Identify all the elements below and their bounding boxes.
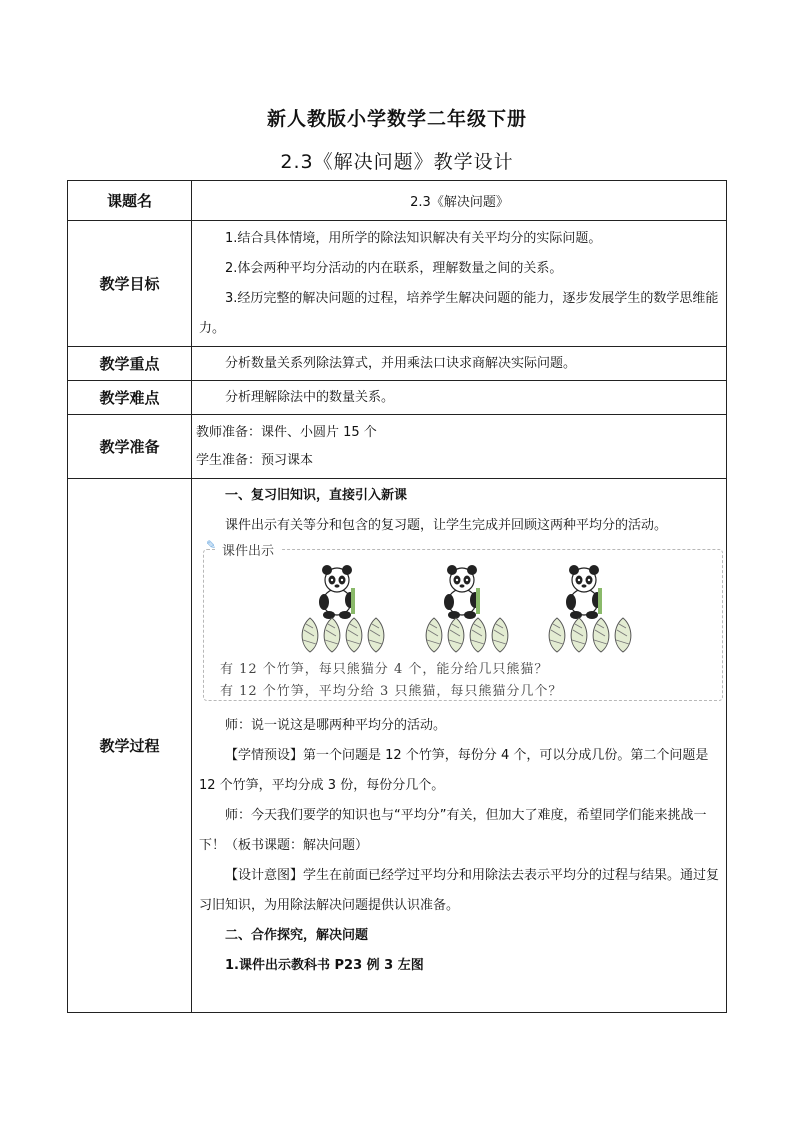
courseware-illustration (203, 538, 723, 701)
value-process (192, 479, 727, 1013)
key-points-text: 分析数量关系列除法算式，并用乘法口诀求商解决实际问题。 (225, 355, 577, 371)
row-goals (68, 221, 727, 347)
label-difficulties: 教学难点 (68, 381, 192, 415)
value-course-name: 2.3《解决问题》 (192, 181, 727, 221)
section2-item-1: 1.课件出示教科书 P23 例 3 左图 (225, 958, 424, 973)
pencil-icon: ✎ (206, 538, 217, 552)
value-goals (192, 221, 727, 347)
row-difficulties (68, 381, 727, 415)
teacher-question-2: 师：今天我们要学的知识也与“平均分”有关，但加大了难度，希望同学们能来挑战一下！（板书课题：解决问题） (199, 808, 707, 853)
panda-group-3 (549, 565, 631, 652)
design-intent: 【设计意图】学生在前面已经学过平均分和用除法去表示平均分的过程与结果。通过复习旧知识，为用除法解决问题提供认识准备。 (199, 868, 720, 913)
lesson-plan-table (67, 180, 727, 1013)
label-process: 教学过程 (68, 479, 192, 1013)
row-preparation (68, 415, 727, 479)
courseware-question-1: 有 12 个竹笋，每只熊猫分 4 个，能分给几只熊猫？ (220, 662, 549, 677)
courseware-question-2: 有 12 个竹笋，平均分给 3 只熊猫，每只熊猫分几个？ (220, 684, 563, 699)
courseware-title: 课件出示 (216, 540, 280, 559)
row-key-points (68, 347, 727, 381)
section1-intro: 课件出示有关等分和包含的复习题，让学生完成并回顾这两种平均分的活动。 (225, 518, 668, 533)
panda-bamboo-illustration (204, 560, 722, 660)
value-difficulties (192, 381, 727, 415)
section2-heading: 二、合作探究，解决问题 (225, 928, 369, 943)
teacher-question-1: 师：说一说这是哪两种平均分的活动。 (225, 718, 447, 733)
label-goals: 教学目标 (68, 221, 192, 347)
panda-group-1 (302, 565, 384, 652)
label-course-name: 课题名 (68, 181, 192, 221)
learning-preset: 【学情预设】第一个问题是 12 个竹笋，每份分 4 个，可以分成几份。第二个问题是 12 个竹笋，平均分成 3 份，每份分几个。 (199, 748, 709, 793)
value-key-points (192, 347, 727, 381)
goal-item-2: 2.体会两种平均分活动的内在联系，理解数量之间的关系。 (225, 260, 563, 276)
goal-item-3: 3.经历完整的解决问题的过程，培养学生解决问题的能力，逐步发展学生的数学思维能力。 (199, 290, 719, 336)
student-preparation: 学生准备：预习课本 (196, 452, 314, 468)
panda-group-2 (426, 565, 508, 652)
document-subtitle: 2.3《解决问题》教学设计 (280, 151, 514, 173)
goal-item-1: 1.结合具体情境，用所学的除法知识解决有关平均分的实际问题。 (225, 230, 602, 246)
teacher-preparation: 教师准备：课件、小圆片 15 个 (196, 424, 377, 440)
document-title: 新人教版小学数学二年级下册 (266, 108, 527, 130)
difficulties-text: 分析理解除法中的数量关系。 (225, 389, 395, 405)
row-course-name (68, 181, 727, 221)
label-preparation: 教学准备 (68, 415, 192, 479)
value-preparation (192, 415, 727, 479)
section1-heading: 一、复习旧知识，直接引入新课 (225, 488, 408, 503)
label-key-points: 教学重点 (68, 347, 192, 381)
row-process (68, 479, 727, 1013)
